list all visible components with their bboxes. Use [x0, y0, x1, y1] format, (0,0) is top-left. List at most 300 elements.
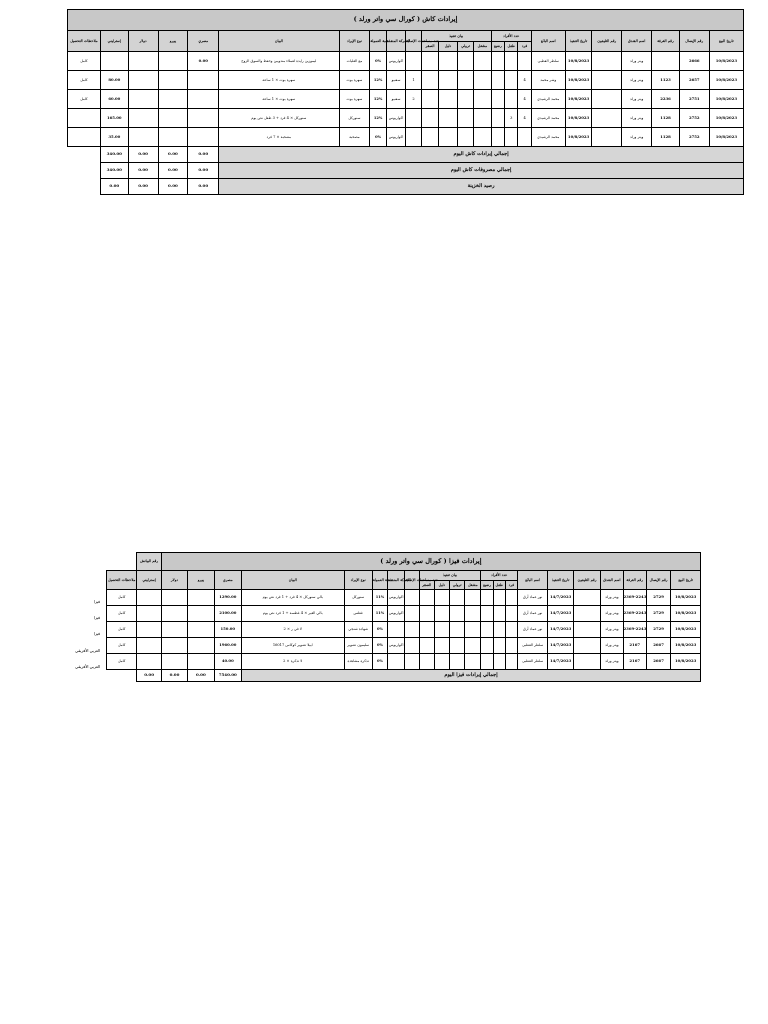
receipt-cell: 2666 — [679, 52, 709, 71]
sale-date-cell: 10/8/2023 — [709, 52, 743, 71]
col-notes: ملاحظات التحصيل — [68, 31, 101, 52]
col-persons-sub: طفل — [493, 581, 505, 590]
col-plan-sub: ترولي — [450, 581, 465, 590]
eur-cell — [158, 128, 188, 147]
plan-cell — [450, 654, 465, 670]
exec-date-cell: 10/8/2023 — [565, 109, 592, 128]
col-exec-date: تاريخ التنفيذ — [548, 571, 573, 590]
col-service-type: نوع الإيراد — [339, 31, 370, 52]
room-cell: 2369-2243 — [623, 606, 646, 622]
phone-cell — [592, 128, 622, 147]
total-usd: 0.00 — [128, 179, 158, 195]
exec-date-cell: 10/8/2023 — [565, 128, 592, 147]
col-service-type: نوع الإيراد — [344, 571, 372, 590]
egp-cell: 2100.00 — [214, 606, 241, 622]
table-row — [107, 622, 701, 638]
sale-date-cell: 10/8/2023 — [709, 128, 743, 147]
statement-cell: سهرة بوت × 1 ساعة — [219, 90, 339, 109]
col-persons-sub: فرد — [505, 581, 517, 590]
col-plan-sub: الصقر — [419, 581, 434, 590]
receipt-cell: 2752 — [679, 128, 709, 147]
plan-cell — [434, 590, 449, 606]
egp-cell: 0.00 — [188, 52, 219, 71]
persons-cell — [505, 654, 517, 670]
phone-cell — [592, 71, 622, 90]
persons-cell — [491, 109, 504, 128]
plan-cell — [434, 622, 449, 638]
persons-cell: 3 — [505, 109, 518, 128]
persons-cell — [481, 654, 493, 670]
col-phone: رقم التليفون — [592, 31, 622, 52]
statement-cell: لا في ر × 2 — [241, 622, 344, 638]
sale-date-cell: 10/8/2023 — [671, 654, 701, 670]
totals-row — [68, 163, 744, 179]
total-eur: 0.00 — [188, 670, 214, 682]
pct-cell: 11% — [372, 606, 387, 622]
plan-cell — [450, 606, 465, 622]
gbp-cell: 35.00 — [100, 128, 128, 147]
room-cell: 2167 — [623, 654, 646, 670]
statement-cell: سهرة بوت × 1 ساعة — [219, 71, 339, 90]
col-company: الشركة المنفذة — [386, 31, 406, 52]
service-type-cell: سليمون تصوير — [344, 638, 372, 654]
seller-cell: سلطر القطبى — [531, 52, 565, 71]
pct-cell: 0% — [370, 52, 386, 71]
bank-label: فيزا — [93, 615, 100, 621]
plan-cell — [450, 638, 465, 654]
gbp-cell — [137, 622, 161, 638]
persons-cell — [493, 606, 505, 622]
col-egp: مصري — [188, 31, 219, 52]
room-cell — [652, 52, 680, 71]
gbp-cell: 80.00 — [100, 71, 128, 90]
total-egp: 7540.00 — [214, 670, 241, 682]
visa-revenue-table — [106, 552, 701, 682]
persons-cell — [481, 590, 493, 606]
plan-cell — [434, 606, 449, 622]
service-type-cell: غطس — [344, 606, 372, 622]
sale-date-cell: 10/8/2023 — [709, 109, 743, 128]
statement-cell: بالي سنوركل × 4 فرد + 1 فرد نص يوم — [241, 590, 344, 606]
phone-cell — [592, 90, 622, 109]
eur-cell — [158, 109, 188, 128]
sale-date-cell: 10/8/2023 — [671, 622, 701, 638]
plan-cell — [474, 71, 491, 90]
statement-cell: ابيلا تصوير كوكاس 16017 — [241, 638, 344, 654]
plan-cell — [457, 109, 473, 128]
staff-cell — [406, 109, 421, 128]
company-cell: اكواريوس — [386, 52, 406, 71]
hotel-cell: ويتر ورلد — [601, 654, 623, 670]
total-egp: 0.00 — [188, 147, 219, 163]
plan-cell — [421, 71, 438, 90]
eur-cell — [188, 606, 214, 622]
persons-cell — [491, 128, 504, 147]
plan-cell — [450, 622, 465, 638]
hotel-cell: ويتر ورلد — [601, 622, 623, 638]
col-seller: اسم البائع — [531, 31, 565, 52]
col-room: رقم الغرفة — [652, 31, 680, 52]
egp-cell — [188, 71, 219, 90]
receipt-cell: 2729 — [646, 622, 670, 638]
room-cell: 1128 — [652, 109, 680, 128]
blank-cell — [68, 179, 101, 195]
persons-cell — [493, 654, 505, 670]
gbp-cell — [137, 654, 161, 670]
plan-cell — [419, 654, 434, 670]
persons-cell — [491, 52, 504, 71]
col-plan-sub: مشغل — [474, 42, 491, 52]
col-plan-sub: دليل — [439, 42, 458, 52]
gbp-cell — [100, 52, 128, 71]
exec-date-cell: 10/8/2023 — [565, 52, 592, 71]
egp-cell: 40.00 — [214, 654, 241, 670]
col-pct: نسبة العمولة — [372, 571, 387, 590]
persons-cell — [481, 638, 493, 654]
receipt-cell: 2657 — [679, 71, 709, 90]
pct-cell: 0% — [372, 638, 387, 654]
col-eur: يورو — [188, 571, 214, 590]
notes-cell: كامل — [107, 622, 137, 638]
seller-cell: نور عماد أرق — [517, 606, 547, 622]
egp-cell: 1960.00 — [214, 638, 241, 654]
sale-date-cell: 10/8/2023 — [671, 590, 701, 606]
room-cell: 2167 — [623, 638, 646, 654]
col-sale-date: تاريخ البيع — [709, 31, 743, 52]
notes-cell: كامل — [107, 606, 137, 622]
service-type-cell: مصحبة — [339, 128, 370, 147]
col-hotel: اسم الفندق — [601, 571, 623, 590]
totals-row — [68, 179, 744, 195]
staff-cell: 1 — [406, 71, 421, 90]
persons-cell — [518, 128, 531, 147]
col-gbp: إسترليني — [100, 31, 128, 52]
pct-cell: 0% — [372, 622, 387, 638]
sale-date-cell: 10/8/2023 — [671, 606, 701, 622]
table-row — [68, 90, 744, 109]
table-title: إيرادات كاش ( كورال سي واتر ورلد ) — [68, 10, 744, 31]
company-cell: اكواريوس — [388, 638, 405, 654]
receipt-cell: 2752 — [679, 109, 709, 128]
notes-cell — [68, 128, 101, 147]
company-cell: اكواريوس — [388, 606, 405, 622]
plan-cell — [439, 52, 458, 71]
plan-cell — [421, 109, 438, 128]
exec-date-cell: 14/7/2023 — [548, 654, 573, 670]
persons-cell: 4 — [518, 71, 531, 90]
persons-cell — [505, 590, 517, 606]
pct-cell: 12% — [370, 109, 386, 128]
persons-cell — [493, 590, 505, 606]
col-usd: دولار — [161, 571, 187, 590]
bank-label: فيزا — [93, 631, 100, 637]
plan-cell — [474, 52, 491, 71]
total-label: إجمالي إيرادات كاش اليوم — [219, 147, 744, 163]
service-type-cell: تذكرة مشاهدة — [344, 654, 372, 670]
room-cell: 2369-2243 — [623, 590, 646, 606]
totals-row — [68, 147, 744, 163]
plan-cell — [434, 654, 449, 670]
persons-cell — [493, 638, 505, 654]
bank-label: العربي الأفريقي — [75, 663, 100, 669]
notes-cell: كامل — [68, 90, 101, 109]
table-row — [107, 654, 701, 670]
hotel-cell: ويتر ورلد — [601, 606, 623, 622]
plan-cell — [474, 109, 491, 128]
service-type-cell: سهرة بوت — [339, 90, 370, 109]
staff-cell — [406, 52, 421, 71]
col-pct: نسبة العمولة — [370, 31, 386, 52]
exec-date-cell: 10/8/2023 — [565, 90, 592, 109]
persons-cell: 4 — [518, 90, 531, 109]
persons-cell — [505, 71, 518, 90]
table-row — [68, 109, 744, 128]
company-cell: اكواريوس — [386, 109, 406, 128]
pct-cell: 0% — [370, 128, 386, 147]
total-label: إجمالي إيرادات فيزا اليوم — [241, 670, 700, 682]
hotel-cell: ويتر ورلد — [601, 590, 623, 606]
blank-cell — [68, 163, 101, 179]
plan-cell — [465, 654, 481, 670]
total-gbp: 0.00 — [100, 179, 128, 195]
total-eur: 0.00 — [158, 179, 188, 195]
persons-cell — [491, 71, 504, 90]
col-usd: دولار — [128, 31, 158, 52]
service-type-cell: سنوركل — [344, 590, 372, 606]
seller-cell: محمد الرشيدي — [531, 90, 565, 109]
persons-cell — [493, 622, 505, 638]
plan-cell — [474, 90, 491, 109]
staff-cell — [405, 622, 419, 638]
seller-cell: نور عماد أرق — [517, 590, 547, 606]
notes-cell: كامل — [68, 52, 101, 71]
company-cell: سفنيو — [386, 71, 406, 90]
gbp-cell — [137, 638, 161, 654]
hotel-cell: ويتر ورلد — [622, 109, 652, 128]
company-cell — [388, 622, 405, 638]
plan-cell — [419, 638, 434, 654]
gbp-cell: 60.00 — [100, 90, 128, 109]
totals-row — [107, 670, 701, 682]
hotel-cell: ويتر ورلد — [622, 71, 652, 90]
plan-cell — [419, 606, 434, 622]
total-gbp: 0.00 — [137, 670, 161, 682]
phone-cell — [573, 590, 600, 606]
col-seller: اسم البائع — [517, 571, 547, 590]
table-row — [68, 128, 744, 147]
egp-cell — [188, 128, 219, 147]
plan-cell — [465, 622, 481, 638]
gbp-cell: 165.00 — [100, 109, 128, 128]
plan-cell — [450, 590, 465, 606]
table-title: إيرادات فيزا ( كورال سي واتر ورلد ) — [161, 553, 700, 571]
seller-cell: نور عماد أرق — [517, 622, 547, 638]
table-row — [107, 638, 701, 654]
cash-revenue-table — [67, 9, 744, 195]
service-type-cell: شهادة شنجي — [344, 622, 372, 638]
notes-cell: كامل — [107, 654, 137, 670]
receipt-check-label: رقم البيانش — [137, 553, 161, 571]
plan-cell — [457, 128, 473, 147]
exec-date-cell: 14/7/2023 — [548, 638, 573, 654]
seller-cell: محمد الرشيدي — [531, 128, 565, 147]
statement-cell: ليموزين رايدة لعملاء مندوبين وحفظ والسوق الزوج — [219, 52, 339, 71]
room-cell: 2369-2243 — [623, 622, 646, 638]
col-persons-sub: فرد — [518, 42, 531, 52]
usd-cell — [161, 638, 187, 654]
statement-cell: سنوركل × 4 فرد + 3 طفل نص يوم — [219, 109, 339, 128]
plan-cell — [457, 52, 473, 71]
company-cell: اكواريوس — [386, 128, 406, 147]
col-persons-sub: طفل — [505, 42, 518, 52]
usd-cell — [161, 622, 187, 638]
seller-cell: سلطر القطبى — [517, 638, 547, 654]
usd-cell — [161, 654, 187, 670]
col-gbp: إسترليني — [137, 571, 161, 590]
total-label: إجمالي مصروفات كاش اليوم — [219, 163, 744, 179]
phone-cell — [573, 622, 600, 638]
plan-cell — [439, 90, 458, 109]
plan-cell — [474, 128, 491, 147]
room-cell: 1123 — [652, 71, 680, 90]
eur-cell — [188, 590, 214, 606]
seller-cell: وشر محمد — [531, 71, 565, 90]
usd-cell — [161, 590, 187, 606]
col-plan: بيان تنفيذ — [421, 31, 491, 42]
plan-cell — [465, 606, 481, 622]
bank-label: العربي الأفريقي — [75, 647, 100, 653]
col-room: رقم الغرفة — [623, 571, 646, 590]
statement-cell: بالي الغير × 4 غطسة + 1 فرد نص يوم — [241, 606, 344, 622]
col-plan-sub: الصقر — [421, 42, 438, 52]
col-staff: عدد مساعدات الإصابة — [406, 31, 421, 52]
hotel-cell: ويتر ورلد — [622, 52, 652, 71]
receipt-cell: 2667 — [646, 638, 670, 654]
receipt-cell: 2729 — [646, 606, 670, 622]
table-row — [68, 52, 744, 71]
plan-cell — [419, 590, 434, 606]
plan-cell — [421, 90, 438, 109]
staff-cell — [405, 654, 419, 670]
phone-cell — [573, 606, 600, 622]
col-hotel: اسم الفندق — [622, 31, 652, 52]
plan-cell — [457, 71, 473, 90]
eur-cell — [188, 622, 214, 638]
company-cell: سفنيو — [386, 90, 406, 109]
eur-cell — [188, 654, 214, 670]
service-type-cell: سنوركل — [339, 109, 370, 128]
total-usd: 0.00 — [161, 670, 187, 682]
persons-cell — [481, 622, 493, 638]
company-cell — [388, 654, 405, 670]
bank-labels-column — [60, 594, 100, 675]
pct-cell: 12% — [370, 90, 386, 109]
total-usd: 0.00 — [128, 163, 158, 179]
egp-cell — [188, 109, 219, 128]
col-notes: ملاحظات التحصيل — [107, 571, 137, 590]
persons-cell — [491, 90, 504, 109]
phone-cell — [573, 654, 600, 670]
seller-cell: محمد الرشيدي — [531, 109, 565, 128]
table-row — [107, 590, 701, 606]
usd-cell — [128, 128, 158, 147]
total-egp: 0.00 — [188, 179, 219, 195]
persons-cell — [481, 606, 493, 622]
persons-cell — [518, 52, 531, 71]
col-persons: عدد الأفراد — [491, 31, 531, 42]
persons-cell: 4 — [518, 109, 531, 128]
total-gbp: 340.00 — [100, 147, 128, 163]
eur-cell — [188, 638, 214, 654]
room-cell: 2236 — [652, 90, 680, 109]
plan-cell — [439, 109, 458, 128]
service-type-cell: سهرة بوت — [339, 71, 370, 90]
egp-cell — [188, 90, 219, 109]
plan-cell — [421, 52, 438, 71]
hotel-cell: ويتر ورلد — [622, 90, 652, 109]
pct-cell: 12% — [370, 71, 386, 90]
blank-cell — [68, 147, 101, 163]
blank-cell — [107, 553, 137, 571]
persons-cell — [505, 90, 518, 109]
col-persons-sub: رضيع — [491, 42, 504, 52]
statement-cell: مصحبة × 7 فرد — [219, 128, 339, 147]
hotel-cell: ويتر ورلد — [601, 638, 623, 654]
total-label: رصيد الخزينة — [219, 179, 744, 195]
plan-cell — [457, 90, 473, 109]
persons-cell — [505, 622, 517, 638]
notes-cell: كامل — [107, 638, 137, 654]
eur-cell — [158, 90, 188, 109]
seller-cell: سلطر القطبى — [517, 654, 547, 670]
table-row — [68, 71, 744, 90]
exec-date-cell: 10/8/2023 — [565, 71, 592, 90]
sale-date-cell: 10/8/2023 — [709, 71, 743, 90]
col-persons-sub: رضيع — [481, 581, 493, 590]
persons-cell — [505, 128, 518, 147]
plan-cell — [439, 71, 458, 90]
receipt-cell: 2667 — [646, 654, 670, 670]
col-receipt: رقم الإيصال — [679, 31, 709, 52]
exec-date-cell: 14/7/2023 — [548, 590, 573, 606]
col-statement: البيان — [219, 31, 339, 52]
plan-cell — [421, 128, 438, 147]
sale-date-cell: 10/8/2023 — [709, 90, 743, 109]
persons-cell — [505, 606, 517, 622]
col-plan: بيان تنفيذ — [419, 571, 481, 581]
col-phone: رقم التليفون — [573, 571, 600, 590]
total-eur: 0.00 — [158, 147, 188, 163]
total-eur: 0.00 — [158, 163, 188, 179]
sale-date-cell: 10/8/2023 — [671, 638, 701, 654]
col-plan-sub: دليل — [434, 581, 449, 590]
eur-cell — [158, 52, 188, 71]
pct-cell: 11% — [372, 590, 387, 606]
staff-cell: 2 — [406, 90, 421, 109]
col-persons: عدد الأفراد — [481, 571, 518, 581]
gbp-cell — [137, 606, 161, 622]
total-egp: 0.00 — [188, 163, 219, 179]
persons-cell — [505, 52, 518, 71]
exec-date-cell: 14/7/2023 — [548, 622, 573, 638]
eur-cell — [158, 71, 188, 90]
notes-cell — [68, 109, 101, 128]
col-egp: مصري — [214, 571, 241, 590]
total-gbp: 340.00 — [100, 163, 128, 179]
col-receipt: رقم الإيصال — [646, 571, 670, 590]
receipt-cell: 2729 — [646, 590, 670, 606]
staff-cell — [405, 638, 419, 654]
